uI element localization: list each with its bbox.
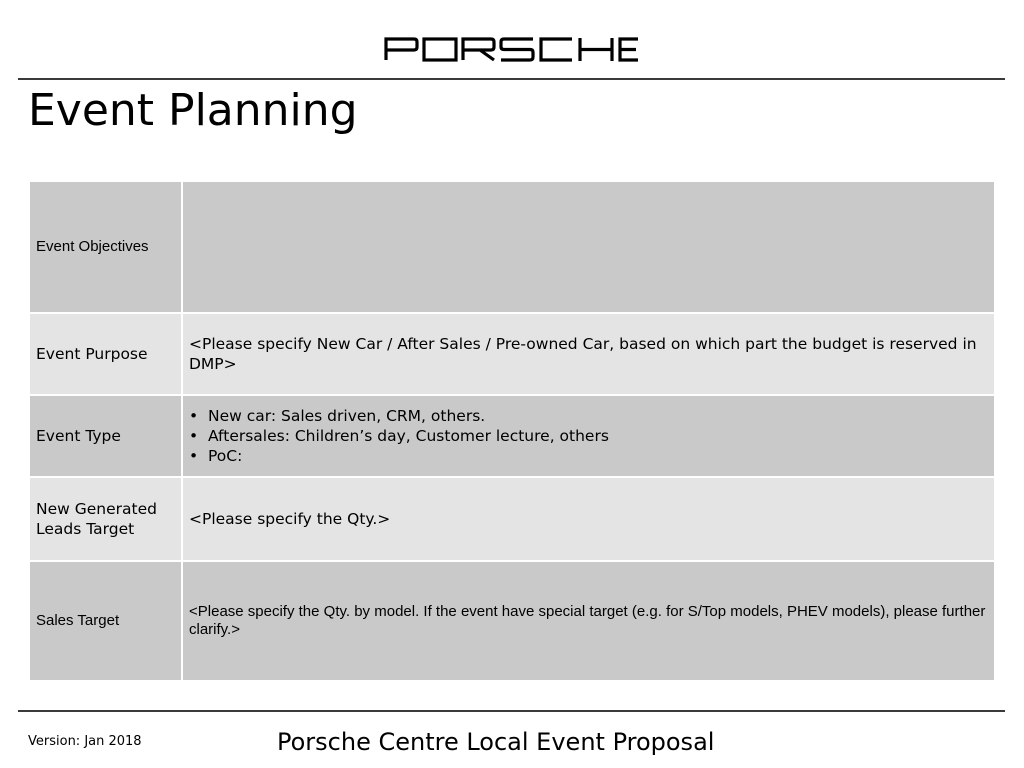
list-item: • New car: Sales driven, CRM, others.: [189, 406, 988, 426]
sales-target-value[interactable]: <Please specify the Qty. by model. If the event have special target (e.g. for S/Top models, PHEV models), please further clarify.>: [182, 561, 995, 681]
list-item: • PoC:: [189, 446, 988, 466]
row-label-event-objectives: Event Objectives: [29, 181, 182, 313]
event-purpose-value[interactable]: <Please specify New Car / After Sales / Pre-owned Car, based on which part the budget is reserved in DMP>: [182, 313, 995, 395]
table-row: [29, 313, 995, 395]
footer-divider: [18, 710, 1005, 712]
page-title: Event Planning: [28, 85, 358, 136]
row-label-leads-target: New Generated Leads Target: [29, 477, 182, 561]
footer-title: Porsche Centre Local Event Proposal: [277, 728, 715, 756]
list-item: • Aftersales: Children’s day, Customer lecture, others: [189, 426, 988, 446]
table-row: [29, 561, 995, 681]
row-label-event-purpose: Event Purpose: [29, 313, 182, 395]
event-type-list: [189, 406, 988, 466]
event-objectives-value[interactable]: [182, 181, 995, 313]
header-divider: [18, 78, 1005, 80]
row-label-event-type: Event Type: [29, 395, 182, 477]
version-label: Version: Jan 2018: [28, 734, 142, 749]
table-row: [29, 395, 995, 477]
table-row: [29, 477, 995, 561]
event-planning-table: [28, 180, 996, 682]
leads-target-value[interactable]: <Please specify the Qty.>: [182, 477, 995, 561]
porsche-logo: [384, 36, 640, 62]
table-row: [29, 181, 995, 313]
row-label-sales-target: Sales Target: [29, 561, 182, 681]
event-type-value[interactable]: [182, 395, 995, 477]
